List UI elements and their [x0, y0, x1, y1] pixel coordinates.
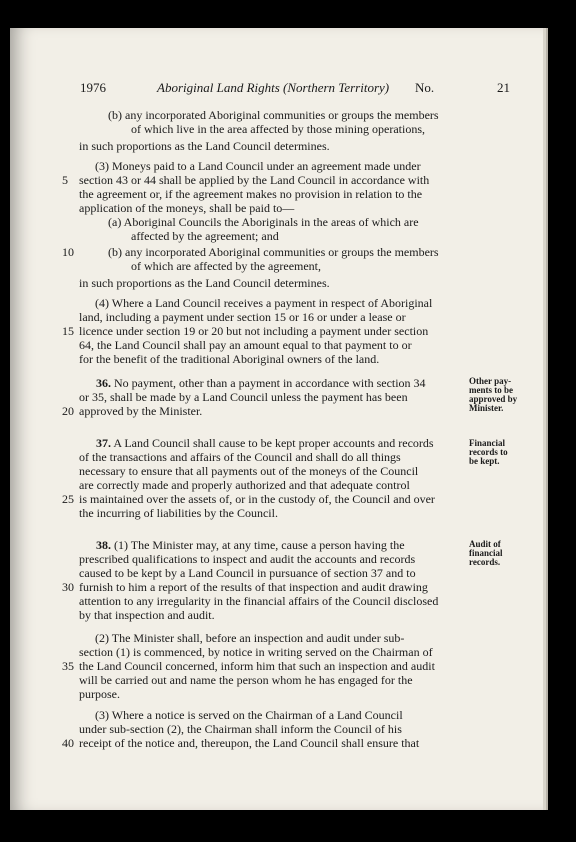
text-line: section 43 or 44 shall be applied by the Land Council in accordance with [79, 173, 430, 187]
text-line: are correctly made and properly authorized and that adequate control [79, 478, 410, 492]
margin-note-line: ments to be [469, 385, 513, 395]
text-line: land, including a payment under section 15 or 16 or under a lease or [79, 310, 406, 324]
text-line: by that inspection and audit. [79, 608, 215, 622]
text-line: receipt of the notice and, thereupon, the Land Council shall ensure that [79, 736, 420, 750]
margin-note-line: Financial [469, 438, 506, 448]
text-line: licence under section 19 or 20 but not including a payment under section [79, 324, 429, 338]
margin-note-line: be kept. [469, 456, 500, 466]
section-number: 37. [96, 436, 111, 450]
text-line: application of the moneys, shall be paid to— [79, 201, 295, 215]
text-line: in such proportions as the Land Council determines. [79, 139, 330, 153]
margin-note-line: approved by [469, 394, 518, 404]
line-number: 15 [62, 324, 74, 338]
margin-note-line: Minister. [469, 403, 504, 413]
document-page [10, 28, 543, 810]
text-line: (1) The Minister may, at any time, cause a person having the [111, 538, 405, 552]
header-page-number: 21 [497, 80, 510, 95]
section-text [96, 376, 426, 390]
text-line: (b) any incorporated Aboriginal communities or groups the members [108, 108, 439, 122]
line-number: 10 [62, 245, 74, 259]
text-line: (3) Moneys paid to a Land Council under an agreement made under [95, 159, 421, 173]
text-line: caused to be kept by a Land Council in pursuance of section 37 and to [79, 566, 416, 580]
page-edge [546, 28, 548, 810]
text-line: (3) Where a notice is served on the Chairman of a Land Council [95, 708, 403, 722]
text-line: 64, the Land Council shall pay an amount equal to that payment to or [79, 338, 412, 352]
section-text [96, 538, 405, 552]
text-line: is maintained over the assets of, or in the custody of, the Council and over [79, 492, 435, 506]
text-line: of which live in the area affected by those mining operations, [131, 122, 426, 136]
text-line: A Land Council shall cause to be kept proper accounts and records [111, 436, 434, 450]
text-line: the incurring of liabilities by the Council. [79, 506, 278, 520]
section-text [96, 436, 434, 450]
header-year: 1976 [80, 80, 106, 95]
line-number: 30 [62, 580, 74, 594]
text-line: for the benefit of the traditional Aboriginal owners of the land. [79, 352, 380, 366]
section-number: 36. [96, 376, 111, 390]
line-number: 25 [62, 492, 74, 506]
margin-note-line: records to [469, 447, 508, 457]
text-line: the Land Council concerned, inform him that such an inspection and audit [79, 659, 435, 673]
section-number: 38. [96, 538, 111, 552]
margin-note-line: Other pay- [469, 376, 512, 386]
text-line: the agreement or, if the agreement makes no provision in relation to the [79, 187, 423, 201]
margin-note-line: Audit of [469, 539, 501, 549]
text-line: purpose. [79, 687, 120, 701]
text-line: attention to any irregularity in the financial affairs of the Council disclosed [79, 594, 439, 608]
text-line: will be carried out and name the person whom he has engaged for the [79, 673, 413, 687]
text-line: of the transactions and affairs of the Council and shall do all things [79, 450, 401, 464]
text-line: (4) Where a Land Council receives a payment in respect of Aboriginal [95, 296, 433, 310]
header-title: Aboriginal Land Rights (Northern Territory) [157, 80, 390, 95]
text-line: (a) Aboriginal Councils the Aboriginals in the areas of which are [108, 215, 419, 229]
line-number: 35 [62, 659, 74, 673]
line-number: 5 [62, 173, 68, 187]
text-line: under sub-section (2), the Chairman shall inform the Council of his [79, 722, 402, 736]
text-line: No payment, other than a payment in accordance with section 34 [111, 376, 426, 390]
line-number: 40 [62, 736, 74, 750]
text-line: or 35, shall be made by a Land Council unless the payment has been [79, 390, 408, 404]
margin-note-line: financial [469, 548, 503, 558]
text-line: (b) any incorporated Aboriginal communities or groups the members [108, 245, 439, 259]
text-line: furnish to him a report of the results of that inspection and audit drawing [79, 580, 428, 594]
header-no-label: No. [415, 80, 435, 95]
margin-note-line: records. [469, 557, 501, 567]
text-line: approved by the Minister. [79, 404, 203, 418]
text-line: prescribed qualifications to inspect and audit the accounts and records [79, 552, 416, 566]
text-line: in such proportions as the Land Council determines. [79, 276, 330, 290]
text-line: affected by the agreement; and [131, 229, 279, 243]
text-line: (2) The Minister shall, before an inspection and audit under sub- [95, 631, 405, 645]
line-number: 20 [62, 404, 74, 418]
text-line: section (1) is commenced, by notice in writing served on the Chairman of [79, 645, 433, 659]
text-line: of which are affected by the agreement, [131, 259, 322, 273]
text-line: necessary to ensure that all payments out of the moneys of the Council [79, 464, 419, 478]
